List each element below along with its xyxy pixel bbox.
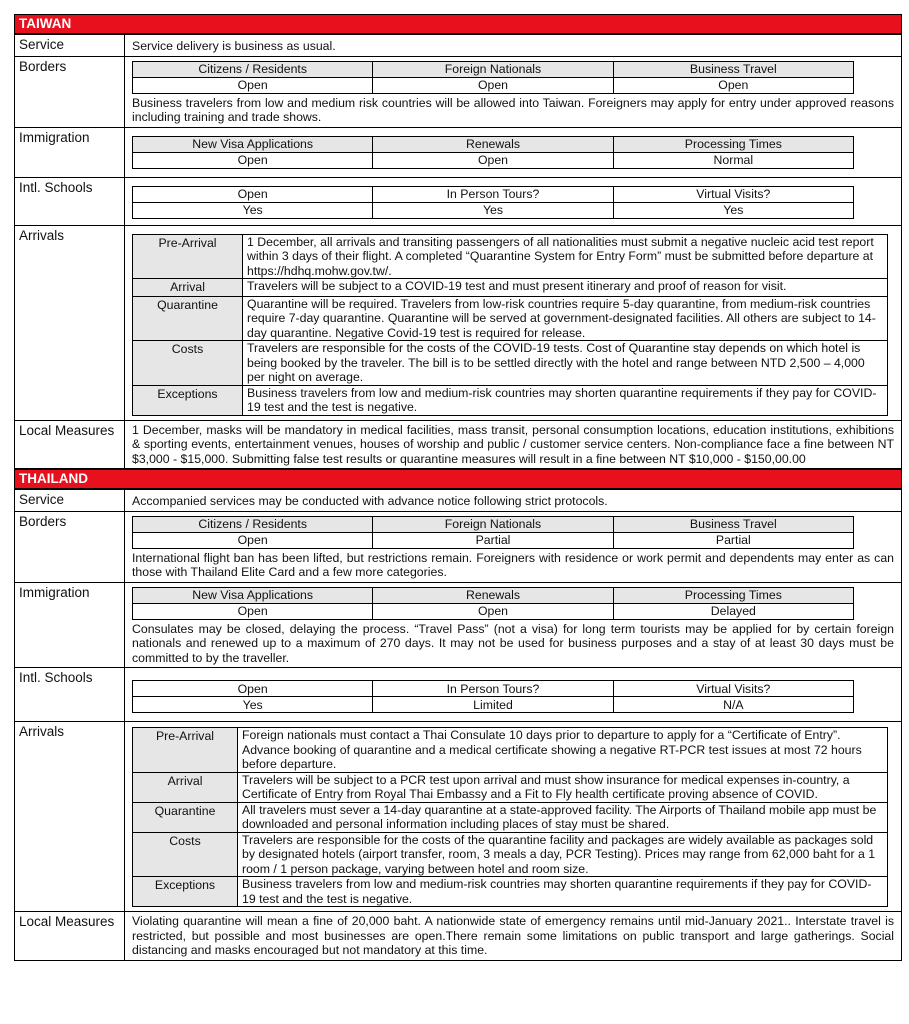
status-value: Open [373,603,613,619]
local-measures-row [15,420,902,469]
column-header: In Person Tours? [373,681,613,697]
schools-row [15,177,902,225]
borders-status-table [132,516,854,549]
arrivals-table [132,727,888,907]
arrivals-table [132,234,888,416]
column-header: In Person Tours? [373,186,613,202]
status-value: Open [133,603,373,619]
column-header: New Visa Applications [133,587,373,603]
service-text: Service delivery is business as usual. [125,35,902,57]
column-header: Open [133,681,373,697]
arrivals-label: Quarantine [133,802,238,832]
status-value: Yes [133,202,373,218]
row-label: Intl. Schools [15,177,125,225]
row-label: Service [15,35,125,57]
arrivals-text: Business travelers from low and medium-risk countries may shorten quarantine requirements if they pay for COVID-19 test and the test is negative. [238,877,888,907]
column-header: Processing Times [613,136,853,152]
status-value: Yes [373,202,613,218]
local-measures-text: Violating quarantine will mean a fine of 20,000 baht. A nationwide state of emergency remains until mid-January 2021.. Interstate travel is restricted, but possible and most businesses are open.There remain some limitations on public transport and large gatherings. Social distancing and masks encouraged but not mandatory at this time. [125,912,902,961]
schools-status-table [132,186,854,219]
arrivals-text: Travelers will be subject to a PCR test upon arrival and must show insurance for medical expenses in-country, a Certificate of Entry from Royal Thai Embassy and a Fit to Fly health certificate proving absence of COVID. [238,772,888,802]
row-label: Borders [15,56,125,127]
service-text: Accompanied services may be conducted with advance notice following strict protocols. [125,490,902,512]
arrivals-text: Quarantine will be required. Travelers from low-risk countries require 5-day quarantine, from medium-risk countries require 7-day quarantine. Quarantine will be served at government-designated facilities. All others are subject to 14-day quarantine. Negative Covid-19 test is required for release. [243,296,888,341]
country-header: THAILAND [14,469,902,489]
borders-row [15,56,902,127]
row-label: Arrivals [15,722,125,912]
arrivals-text: Foreign nationals must contact a Thai Consulate 10 days prior to departure to apply for a “Certificate of Entry”. Advance booking of quarantine and a medical certificate showing a negative RT-PCR test issues at most 72 hours before departure. [238,728,888,773]
status-value: Partial [373,532,613,548]
status-value: N/A [613,697,853,713]
country-table [14,34,902,469]
column-header: Business Travel [613,61,853,77]
service-row [15,490,902,512]
row-label: Immigration [15,582,125,668]
arrivals-label: Exceptions [133,385,243,415]
local-measures-text: 1 December, masks will be mandatory in medical facilities, mass transit, personal consumption locations, education institutions, exhibitions & sporting events, entertainment venues, houses of worship and public / customer service centers. Non-compliance face a fine between NT $3,000 - $15,000. Submitting false test results or quarantine measures will result in a fine between NT $10,000 - $150,00.00 [125,420,902,469]
arrivals-row [15,225,902,420]
arrivals-row-pre-arrival [133,728,888,773]
country-header: TAIWAN [14,14,902,34]
arrivals-label: Arrival [133,279,243,297]
row-label: Borders [15,511,125,582]
arrivals-text: 1 December, all arrivals and transiting passengers of all nationalities must submit a negative nucleic acid test report within 3 days of their flight. A completed “Quarantine System for Entry Form” must be submitted before departure at https://hdhq.mohw.gov.tw/. [243,234,888,279]
status-value: Open [613,77,853,93]
arrivals-text: Travelers are responsible for the costs of the quarantine facility and packages are widely available as packages sold by designated hotels (airport transfer, room, 3 meals a day, PCR Testing). Prices may range from 62,000 baht for a 1 room / 1 person package, varying between hotel and room size. [238,832,888,877]
status-value: Delayed [613,603,853,619]
row-label: Immigration [15,127,125,177]
status-value: Partial [613,532,853,548]
immigration-note: Consulates may be closed, delaying the process. “Travel Pass” (not a visa) for long term tourists may be applied for by certain foreign nationals and renewed up to a maximum of 270 days. It may not be used for business purposes and a stay of at least 30 days must be committed to by the traveller. [132,621,894,665]
row-label: Local Measures [15,420,125,469]
status-value: Limited [373,697,613,713]
borders-note: Business travelers from low and medium risk countries will be allowed into Taiwan. Foreigners may apply for entry under approved reasons including training and trade shows. [132,95,894,124]
row-label: Service [15,490,125,512]
immigration-status-table [132,587,854,620]
immigration-row [15,582,902,668]
arrivals-label: Quarantine [133,296,243,341]
column-header: Processing Times [613,587,853,603]
borders-status-table [132,61,854,94]
arrivals-row-pre-arrival [133,234,888,279]
arrivals-row-exceptions [133,877,888,907]
column-header: Renewals [373,136,613,152]
status-value: Open [373,152,613,168]
borders-row [15,511,902,582]
row-label: Arrivals [15,225,125,420]
column-header: Renewals [373,587,613,603]
arrivals-text: Travelers are responsible for the costs of the COVID-19 tests. Cost of Quarantine stay depends on which hotel is being booked by the traveler. The bill is to be settled directly with the hotel and range between NTD 2,500 – 4,000 per night on average. [243,341,888,386]
service-row [15,35,902,57]
arrivals-label: Pre-Arrival [133,728,238,773]
status-value: Open [133,77,373,93]
column-header: Virtual Visits? [613,186,853,202]
status-value: Open [133,152,373,168]
status-value: Open [133,532,373,548]
column-header: Open [133,186,373,202]
immigration-row [15,127,902,177]
arrivals-row-arrival [133,279,888,297]
column-header: New Visa Applications [133,136,373,152]
arrivals-row-arrival [133,772,888,802]
status-value: Normal [613,152,853,168]
column-header: Citizens / Residents [133,516,373,532]
arrivals-row-quarantine [133,802,888,832]
arrivals-label: Costs [133,832,238,877]
arrivals-label: Arrival [133,772,238,802]
arrivals-text: Business travelers from low and medium-risk countries may shorten quarantine requirements if they pay for COVID-19 test and the test is negative. [243,385,888,415]
country-table [14,489,902,961]
immigration-status-table [132,136,854,169]
arrivals-label: Costs [133,341,243,386]
local-measures-row [15,912,902,961]
status-value: Open [373,77,613,93]
arrivals-label: Pre-Arrival [133,234,243,279]
column-header: Business Travel [613,516,853,532]
row-label: Local Measures [15,912,125,961]
arrivals-text: All travelers must sever a 14-day quarantine at a state-approved facility. The Airports of Thailand mobile app must be downloaded and personal information including places of stay must be shared. [238,802,888,832]
row-label: Intl. Schools [15,668,125,722]
arrivals-text: Travelers will be subject to a COVID-19 test and must present itinerary and proof of reason for visit. [243,279,888,297]
schools-status-table [132,680,854,713]
schools-row [15,668,902,722]
arrivals-row [15,722,902,912]
column-header: Citizens / Residents [133,61,373,77]
arrivals-label: Exceptions [133,877,238,907]
status-value: Yes [133,697,373,713]
arrivals-row-costs [133,341,888,386]
borders-note: International flight ban has been lifted, but restrictions remain. Foreigners with residence or work permit and dependents may enter as can those with Thailand Elite Card and a few more categories. [132,550,894,579]
travel-guidance-document [14,14,902,961]
arrivals-row-exceptions [133,385,888,415]
arrivals-row-quarantine [133,296,888,341]
column-header: Foreign Nationals [373,516,613,532]
column-header: Virtual Visits? [613,681,853,697]
status-value: Yes [613,202,853,218]
arrivals-row-costs [133,832,888,877]
column-header: Foreign Nationals [373,61,613,77]
